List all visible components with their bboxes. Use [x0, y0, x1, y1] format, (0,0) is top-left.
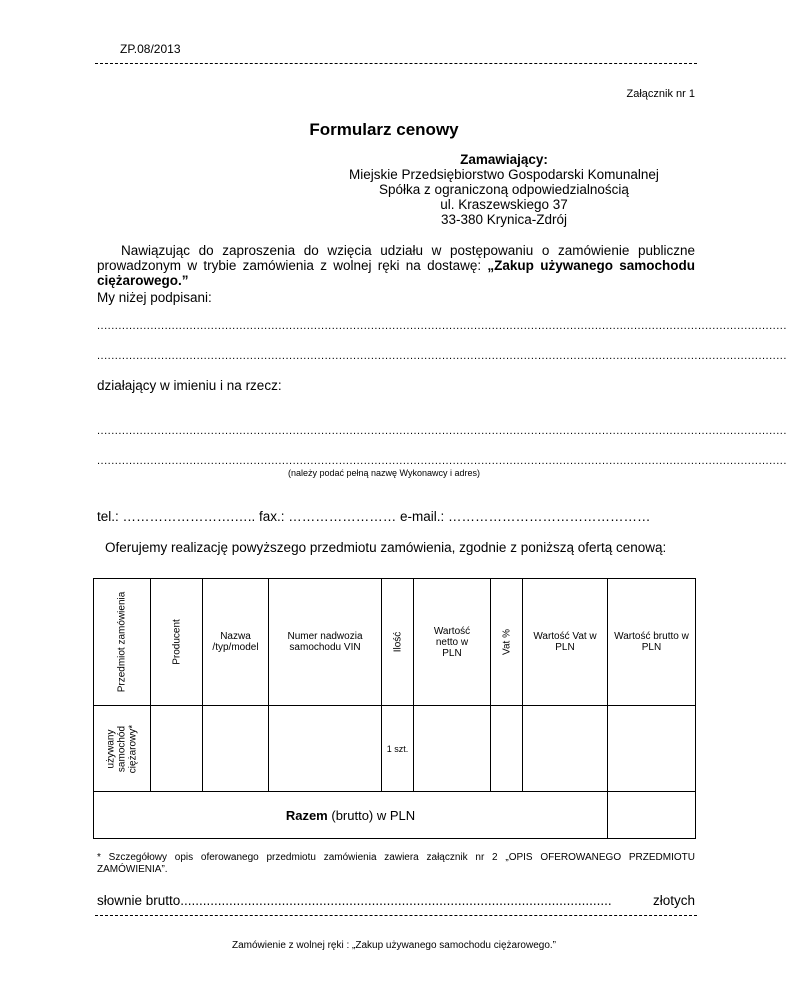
signatory-line-2[interactable]: .................................................................................................................................................................................................. [97, 350, 787, 362]
row-name-cell[interactable] [203, 706, 269, 792]
contact-line[interactable]: tel.: …………………….….. fax.: …………………… e-mail.: ……………………………………… [97, 509, 651, 524]
amount-in-words-suffix: złotych [652, 893, 695, 908]
orderer-name: Miejskie Przedsiębiorstwo Gospodarski Komunalnej [349, 167, 659, 182]
offer-statement: Oferujemy realizację powyższego przedmiotu zamówienia, zgodnie z poniższą ofertą cenową: [105, 540, 667, 555]
attachment-label: Załącznik nr 1 [626, 88, 695, 100]
total-row [94, 792, 696, 839]
row-vat-value-cell[interactable] [523, 706, 608, 792]
amount-in-words-dots[interactable]: ................................................................................................................... [180, 893, 612, 908]
total-gross-cell[interactable] [608, 792, 696, 839]
acting-label: działający w imieniu i na rzecz: [97, 378, 282, 393]
signed-label: My niżej podpisani: [97, 290, 212, 305]
header-name: Nazwa /typ/model [203, 579, 269, 706]
header-producer: Producent [151, 579, 203, 706]
header-quantity: Ilość [382, 579, 414, 706]
page-footer: Zamówienie z wolnej ręki : „Zakup używanego samochodu ciężarowego.” [231, 940, 557, 951]
row-vat-percent-cell[interactable] [491, 706, 523, 792]
row-producer-cell[interactable] [151, 706, 203, 792]
header-vin: Numer nadwozia samochodu VIN [269, 579, 382, 706]
footnote: * Szczegółowy opis oferowanego przedmiotu zamówienia zawiera załącznik nr 2 „OPIS OFEROWANEGO PRZEDMIOTU ZAMÓWIENIA”. [97, 852, 695, 875]
contractor-line-2[interactable]: .................................................................................................................................................................................................. [97, 455, 787, 467]
orderer-block [310, 152, 698, 227]
price-table [93, 578, 696, 839]
footer-divider [95, 915, 697, 916]
header-vat-percent: Vat % [491, 579, 523, 706]
header-divider [95, 63, 697, 64]
amount-in-words[interactable] [97, 893, 695, 908]
row-net-cell[interactable] [414, 706, 491, 792]
row-subject: używany samochód ciężarowy* [94, 706, 151, 792]
intro-paragraph [97, 243, 695, 288]
header-gross-value: Wartość brutto w PLN [608, 579, 696, 706]
header-vat-value: Wartość Vat w PLN [523, 579, 608, 706]
orderer-label: Zamawiający: [460, 152, 548, 167]
header-subject: Przedmiot zamówienia [94, 579, 151, 706]
signatory-line-1[interactable]: .................................................................................................................................................................................................. [97, 320, 787, 332]
orderer-street: ul. Kraszewskiego 37 [440, 197, 568, 212]
page-title: Formularz cenowy [309, 120, 459, 139]
row-vin-cell[interactable] [269, 706, 382, 792]
total-label: Razem (brutto) w PLN [94, 792, 608, 839]
table-row [94, 706, 696, 792]
reference-number: ZP.08/2013 [120, 42, 181, 56]
contractor-line-1[interactable]: .................................................................................................................................................................................................. [97, 425, 787, 437]
intro-text: Nawiązując do zaproszenia do wzięcia udziału w postępowaniu o zamówienie publiczne prowadzonym w trybie zamówienia z wolnej ręki na dostawę: [97, 243, 695, 273]
row-quantity: 1 szt. [382, 706, 414, 792]
amount-in-words-label: słownie brutto [97, 893, 181, 908]
table-header-row [94, 579, 696, 706]
orderer-city: 33-380 Krynica-Zdrój [440, 212, 568, 227]
orderer-legal-form: Spółka z ograniczoną odpowiedzialnością [379, 182, 629, 197]
intro-subject: „Zakup używanego samochodu ciężarowego.” [97, 258, 696, 288]
contractor-note: (należy podać pełną nazwę Wykonawcy i adres) [287, 468, 480, 478]
row-gross-cell[interactable] [608, 706, 696, 792]
header-net-value: Wartość netto w PLN [414, 579, 491, 706]
